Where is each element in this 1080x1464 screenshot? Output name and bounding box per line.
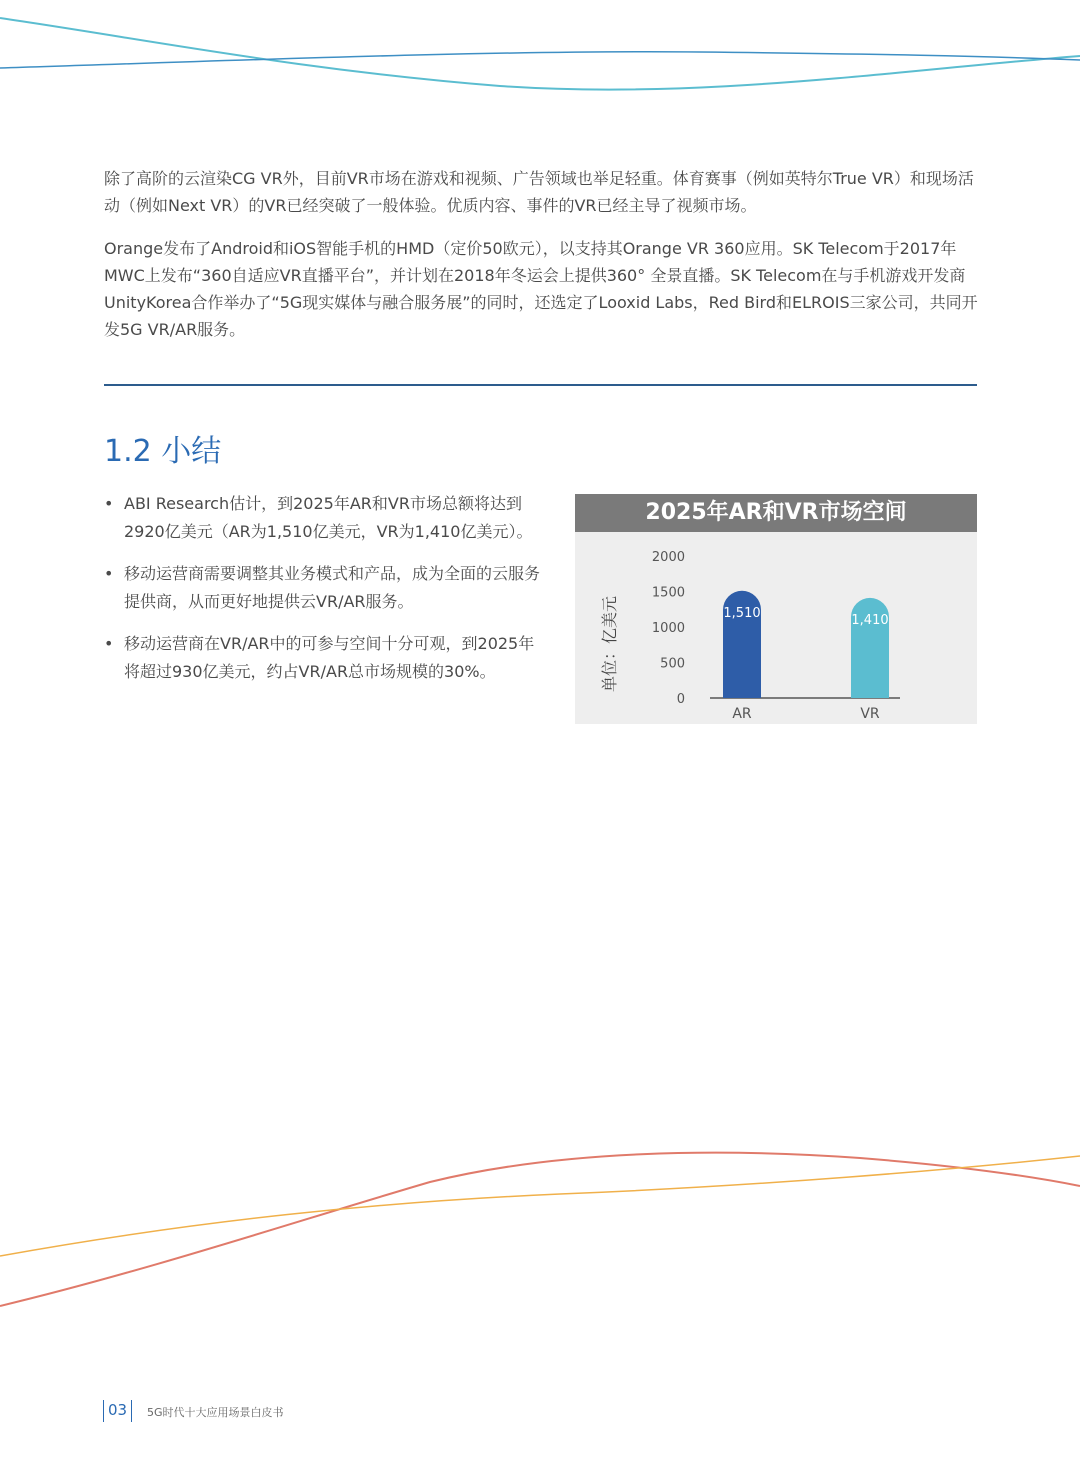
footer-title: 5G时代十大应用场景白皮书 (147, 1406, 284, 1419)
bar-value-label: 1,410 (851, 612, 889, 628)
y-axis-label: 单位：亿美元 (600, 595, 619, 693)
footer-divider-left (103, 1400, 104, 1422)
bottom-wave-line-1 (0, 1153, 1080, 1306)
section-heading: 1.2 小结 (104, 434, 222, 469)
chart-title: 2025年AR和VR市场空间 (645, 500, 907, 525)
y-tick-label: 500 (660, 656, 685, 672)
top-wave-line-1 (0, 18, 1080, 90)
bullet-mark: • (104, 634, 114, 653)
list-item-text: 移动运营商需要调整其业务模式和产品，成为全面的云服务提供商，从而更好地提供云VR/AR服务。 (124, 564, 541, 611)
y-tick-label: 0 (676, 692, 685, 707)
list-item (104, 490, 544, 546)
bottom-wave-line-2 (0, 1156, 1080, 1256)
chart-plot (575, 532, 977, 724)
footer-divider-right (131, 1400, 132, 1422)
body-paragraph-2: Orange发布了Android和iOS智能手机的HMD（定价50欧元），以支持其Orange VR 360应用。SK Telecom于2017年MWC上发布“360自适应VR直播平台”，并计划在2018年冬运会上提供360° 全景直播。SK Telecom在与手机游戏开发商UnityKorea合作举办了“5G现实媒体与融合服务展”的同时，还选定了Looxid Labs，Red Bird和ELROIS三家公司，共同开发5G VR/AR服务。 (104, 239, 978, 339)
y-tick-label: 1500 (651, 585, 685, 601)
market-chart (575, 494, 977, 724)
list-item-text: ABI Research估计，到2025年AR和VR市场总额将达到2920亿美元（AR为1,510亿美元，VR为1,410亿美元）。 (124, 494, 533, 541)
list-item (104, 630, 544, 686)
list-item (104, 560, 544, 616)
page-number: 03 (108, 1401, 128, 1419)
y-tick-label: 2000 (651, 550, 685, 565)
top-wave-decoration (0, 0, 1080, 120)
x-tick-label: VR (860, 706, 880, 722)
y-tick-label: 1000 (651, 621, 685, 636)
list-item-text: 移动运营商在VR/AR中的可参与空间十分可观，到2025年将超过930亿美元，约占VR/AR总市场规模的30%。 (124, 634, 535, 681)
summary-list (104, 490, 544, 700)
top-wave-line-2 (0, 52, 1080, 68)
bullet-mark: • (104, 494, 114, 513)
body-paragraph-1: 除了高阶的云渲染CG VR外，目前VR市场在游戏和视频、广告领域也举足轻重。体育赛事（例如英特尔True VR）和现场活动（例如Next VR）的VR已经突破了一般体验。优质内容、事件的VR已经主导了视频市场。 (104, 169, 974, 215)
section-divider (104, 384, 977, 386)
bullet-mark: • (104, 564, 114, 583)
bar-value-label: 1,510 (723, 605, 761, 621)
bottom-wave-decoration (0, 1110, 1080, 1340)
x-tick-label: AR (732, 706, 752, 722)
